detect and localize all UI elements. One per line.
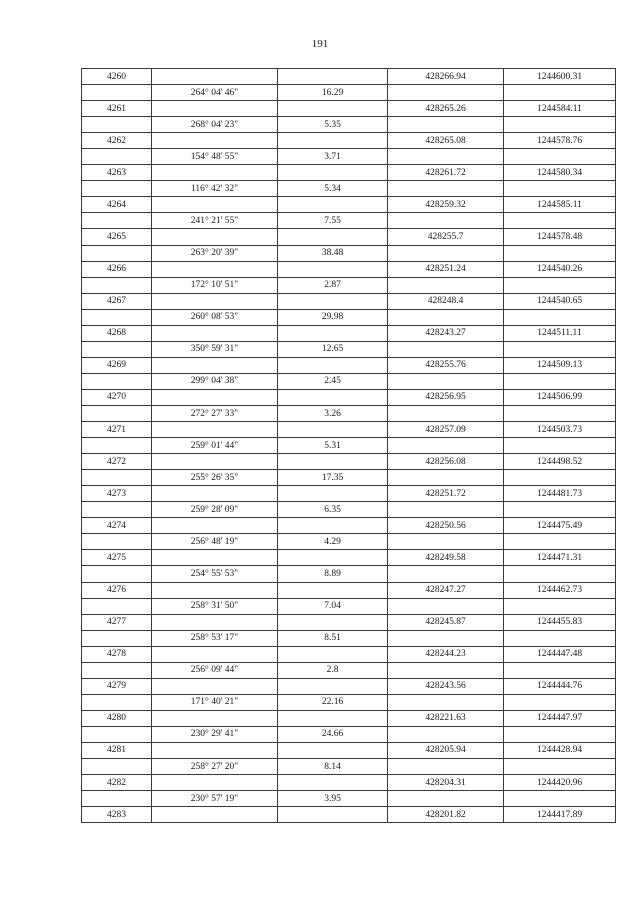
distance-cell: 6.35 xyxy=(278,502,388,518)
table-row xyxy=(82,101,616,117)
station-cell xyxy=(82,373,152,389)
distance-cell: 16.29 xyxy=(278,85,388,101)
northing-cell xyxy=(504,502,616,518)
bearing-cell: 230° 29' 41" xyxy=(152,726,278,742)
distance-cell xyxy=(278,229,388,245)
easting-cell: 428245.87 xyxy=(388,614,504,630)
bearing-cell xyxy=(152,807,278,823)
station-cell: 4262 xyxy=(82,133,152,149)
distance-cell xyxy=(278,646,388,662)
station-cell: 4261 xyxy=(82,101,152,117)
northing-cell xyxy=(504,277,616,293)
easting-cell xyxy=(388,405,504,421)
bearing-cell xyxy=(152,742,278,758)
distance-cell: 38.48 xyxy=(278,245,388,261)
distance-cell xyxy=(278,293,388,309)
table-row xyxy=(82,149,616,165)
bearing-cell xyxy=(152,69,278,85)
bearing-cell xyxy=(152,646,278,662)
station-cell xyxy=(82,181,152,197)
distance-cell: 8.89 xyxy=(278,566,388,582)
distance-cell xyxy=(278,357,388,373)
easting-cell xyxy=(388,149,504,165)
station-cell: 4266 xyxy=(82,261,152,277)
easting-cell: 428265.26 xyxy=(388,101,504,117)
easting-cell: 428266.94 xyxy=(388,69,504,85)
bearing-cell: 256° 48' 19" xyxy=(152,534,278,550)
table-row xyxy=(82,422,616,438)
station-cell: 4267 xyxy=(82,293,152,309)
easting-cell xyxy=(388,213,504,229)
station-cell: 4264 xyxy=(82,197,152,213)
table-row xyxy=(82,759,616,775)
northing-cell xyxy=(504,341,616,357)
distance-cell: 7.04 xyxy=(278,598,388,614)
northing-cell xyxy=(504,534,616,550)
northing-cell xyxy=(504,309,616,325)
table-row xyxy=(82,133,616,149)
northing-cell: 1244506.99 xyxy=(504,389,616,405)
table-row xyxy=(82,197,616,213)
table-row xyxy=(82,518,616,534)
northing-cell: 1244428.94 xyxy=(504,742,616,758)
northing-cell xyxy=(504,438,616,454)
bearing-cell: 255° 26' 35" xyxy=(152,470,278,486)
table-row xyxy=(82,405,616,421)
station-cell: 4283 xyxy=(82,807,152,823)
table-row xyxy=(82,213,616,229)
table-row xyxy=(82,775,616,791)
table-row xyxy=(82,470,616,486)
table-row xyxy=(82,726,616,742)
distance-cell xyxy=(278,486,388,502)
table-row xyxy=(82,309,616,325)
bearing-cell: 272° 27' 33" xyxy=(152,405,278,421)
table-row xyxy=(82,614,616,630)
bearing-cell: 263° 20' 39" xyxy=(152,245,278,261)
bearing-cell: 254° 55' 53" xyxy=(152,566,278,582)
easting-cell xyxy=(388,438,504,454)
bearing-cell xyxy=(152,454,278,470)
page-number: 191 xyxy=(311,38,329,50)
northing-cell xyxy=(504,245,616,261)
table-row xyxy=(82,261,616,277)
distance-cell xyxy=(278,742,388,758)
easting-cell xyxy=(388,341,504,357)
northing-cell: 1244475.49 xyxy=(504,518,616,534)
table-row xyxy=(82,502,616,518)
distance-cell xyxy=(278,165,388,181)
table-row xyxy=(82,791,616,807)
northing-cell xyxy=(504,630,616,646)
table-row xyxy=(82,598,616,614)
table-row xyxy=(82,534,616,550)
northing-cell xyxy=(504,181,616,197)
bearing-cell xyxy=(152,550,278,566)
distance-cell: 3.95 xyxy=(278,791,388,807)
bearing-cell xyxy=(152,710,278,726)
station-cell xyxy=(82,694,152,710)
bearing-cell xyxy=(152,293,278,309)
station-cell: 4281 xyxy=(82,742,152,758)
station-cell xyxy=(82,245,152,261)
distance-cell: 24.66 xyxy=(278,726,388,742)
northing-cell: 1244455.83 xyxy=(504,614,616,630)
station-cell: 4263 xyxy=(82,165,152,181)
bearing-cell xyxy=(152,357,278,373)
distance-cell xyxy=(278,261,388,277)
easting-cell: 428255.7 xyxy=(388,229,504,245)
table-row xyxy=(82,630,616,646)
bearing-cell: 230° 57' 19" xyxy=(152,791,278,807)
easting-cell xyxy=(388,726,504,742)
station-cell xyxy=(82,438,152,454)
northing-cell: 1244471.31 xyxy=(504,550,616,566)
easting-cell xyxy=(388,117,504,133)
station-cell xyxy=(82,726,152,742)
station-cell xyxy=(82,277,152,293)
easting-cell xyxy=(388,85,504,101)
bearing-cell xyxy=(152,775,278,791)
distance-cell xyxy=(278,133,388,149)
easting-cell xyxy=(388,502,504,518)
table-row xyxy=(82,646,616,662)
bearing-cell: 256° 09' 44" xyxy=(152,662,278,678)
distance-cell: 2.45 xyxy=(278,373,388,389)
easting-cell: 428247.27 xyxy=(388,582,504,598)
bearing-cell: 171° 40' 21" xyxy=(152,694,278,710)
station-cell xyxy=(82,405,152,421)
easting-cell: 428205.94 xyxy=(388,742,504,758)
survey-table-body xyxy=(82,69,616,823)
table-row xyxy=(82,341,616,357)
bearing-cell: 258° 31' 50" xyxy=(152,598,278,614)
easting-cell: 428256.08 xyxy=(388,454,504,470)
distance-cell: 17.35 xyxy=(278,470,388,486)
northing-cell xyxy=(504,726,616,742)
survey-coordinates-table xyxy=(81,68,616,823)
northing-cell: 1244481.73 xyxy=(504,486,616,502)
bearing-cell xyxy=(152,133,278,149)
station-cell xyxy=(82,213,152,229)
northing-cell xyxy=(504,470,616,486)
distance-cell: 22.16 xyxy=(278,694,388,710)
northing-cell xyxy=(504,117,616,133)
table-row xyxy=(82,389,616,405)
station-cell xyxy=(82,117,152,133)
distance-cell: 2.8 xyxy=(278,662,388,678)
distance-cell xyxy=(278,710,388,726)
station-cell xyxy=(82,85,152,101)
bearing-cell xyxy=(152,678,278,694)
station-cell xyxy=(82,470,152,486)
station-cell: 4265 xyxy=(82,229,152,245)
table-row xyxy=(82,245,616,261)
distance-cell: 8.14 xyxy=(278,759,388,775)
bearing-cell: 260° 08' 53" xyxy=(152,309,278,325)
table-row xyxy=(82,165,616,181)
bearing-cell xyxy=(152,325,278,341)
northing-cell: 1244447.97 xyxy=(504,710,616,726)
northing-cell xyxy=(504,694,616,710)
station-cell: 4279 xyxy=(82,678,152,694)
station-cell: 4276 xyxy=(82,582,152,598)
distance-cell xyxy=(278,614,388,630)
northing-cell xyxy=(504,598,616,614)
easting-cell: 428250.56 xyxy=(388,518,504,534)
northing-cell xyxy=(504,405,616,421)
northing-cell xyxy=(504,373,616,389)
easting-cell xyxy=(388,373,504,389)
easting-cell xyxy=(388,181,504,197)
bearing-cell xyxy=(152,197,278,213)
easting-cell: 428249.58 xyxy=(388,550,504,566)
distance-cell xyxy=(278,389,388,405)
easting-cell xyxy=(388,598,504,614)
distance-cell: 5.35 xyxy=(278,117,388,133)
station-cell xyxy=(82,759,152,775)
table-row xyxy=(82,742,616,758)
distance-cell xyxy=(278,197,388,213)
station-cell: 4277 xyxy=(82,614,152,630)
easting-cell: 428243.56 xyxy=(388,678,504,694)
easting-cell xyxy=(388,277,504,293)
northing-cell: 1244444.76 xyxy=(504,678,616,694)
easting-cell: 428265.08 xyxy=(388,133,504,149)
station-cell: 4280 xyxy=(82,710,152,726)
easting-cell: 428251.72 xyxy=(388,486,504,502)
distance-cell xyxy=(278,678,388,694)
easting-cell xyxy=(388,694,504,710)
easting-cell: 428248.4 xyxy=(388,293,504,309)
bearing-cell xyxy=(152,101,278,117)
easting-cell: 428251.24 xyxy=(388,261,504,277)
bearing-cell: 259° 28' 09" xyxy=(152,502,278,518)
table-row xyxy=(82,710,616,726)
table-row xyxy=(82,85,616,101)
station-cell: 4270 xyxy=(82,389,152,405)
northing-cell: 1244420.96 xyxy=(504,775,616,791)
northing-cell: 1244511.11 xyxy=(504,325,616,341)
easting-cell: 428261.72 xyxy=(388,165,504,181)
station-cell xyxy=(82,630,152,646)
easting-cell: 428243.27 xyxy=(388,325,504,341)
northing-cell xyxy=(504,149,616,165)
bearing-cell: 172° 10' 51" xyxy=(152,277,278,293)
easting-cell xyxy=(388,470,504,486)
northing-cell: 1244585.11 xyxy=(504,197,616,213)
table-row xyxy=(82,438,616,454)
station-cell xyxy=(82,662,152,678)
bearing-cell xyxy=(152,389,278,405)
station-cell: 4268 xyxy=(82,325,152,341)
northing-cell: 1244600.31 xyxy=(504,69,616,85)
easting-cell: 428221.63 xyxy=(388,710,504,726)
northing-cell xyxy=(504,213,616,229)
easting-cell xyxy=(388,309,504,325)
survey-table-container xyxy=(81,68,615,852)
bearing-cell xyxy=(152,165,278,181)
easting-cell xyxy=(388,791,504,807)
table-row xyxy=(82,566,616,582)
easting-cell: 428255.76 xyxy=(388,357,504,373)
distance-cell xyxy=(278,518,388,534)
northing-cell: 1244503.73 xyxy=(504,422,616,438)
northing-cell: 1244447.48 xyxy=(504,646,616,662)
bearing-cell: 299° 04' 38" xyxy=(152,373,278,389)
bearing-cell: 258° 53' 17" xyxy=(152,630,278,646)
easting-cell xyxy=(388,534,504,550)
station-cell: 4272 xyxy=(82,454,152,470)
distance-cell xyxy=(278,69,388,85)
easting-cell xyxy=(388,245,504,261)
northing-cell: 1244584.11 xyxy=(504,101,616,117)
bearing-cell: 268° 04' 23" xyxy=(152,117,278,133)
distance-cell xyxy=(278,422,388,438)
table-row xyxy=(82,325,616,341)
bearing-cell xyxy=(152,582,278,598)
bearing-cell: 350° 59' 31" xyxy=(152,341,278,357)
station-cell: 4269 xyxy=(82,357,152,373)
table-row xyxy=(82,277,616,293)
distance-cell: 3.26 xyxy=(278,405,388,421)
northing-cell: 1244540.26 xyxy=(504,261,616,277)
northing-cell: 1244580.34 xyxy=(504,165,616,181)
table-row xyxy=(82,229,616,245)
table-row xyxy=(82,454,616,470)
distance-cell: 8.51 xyxy=(278,630,388,646)
easting-cell: 428257.09 xyxy=(388,422,504,438)
table-row xyxy=(82,662,616,678)
bearing-cell xyxy=(152,261,278,277)
bearing-cell: 241° 21' 55" xyxy=(152,213,278,229)
table-row xyxy=(82,373,616,389)
station-cell xyxy=(82,534,152,550)
station-cell: 4260 xyxy=(82,69,152,85)
station-cell xyxy=(82,149,152,165)
station-cell: 4274 xyxy=(82,518,152,534)
easting-cell xyxy=(388,566,504,582)
bearing-cell: 116° 42' 32" xyxy=(152,181,278,197)
distance-cell: 12.65 xyxy=(278,341,388,357)
bearing-cell: 259° 01' 44" xyxy=(152,438,278,454)
distance-cell: 5.34 xyxy=(278,181,388,197)
northing-cell: 1244540.65 xyxy=(504,293,616,309)
northing-cell: 1244462.73 xyxy=(504,582,616,598)
distance-cell: 2.87 xyxy=(278,277,388,293)
distance-cell: 5.31 xyxy=(278,438,388,454)
station-cell: 4275 xyxy=(82,550,152,566)
northing-cell xyxy=(504,566,616,582)
easting-cell: 428201.82 xyxy=(388,807,504,823)
northing-cell xyxy=(504,662,616,678)
easting-cell xyxy=(388,630,504,646)
easting-cell: 428259.32 xyxy=(388,197,504,213)
table-row xyxy=(82,357,616,373)
distance-cell: 3.71 xyxy=(278,149,388,165)
northing-cell: 1244498.52 xyxy=(504,454,616,470)
table-row xyxy=(82,293,616,309)
bearing-cell: 154° 48' 55" xyxy=(152,149,278,165)
station-cell: 4273 xyxy=(82,486,152,502)
distance-cell xyxy=(278,454,388,470)
easting-cell xyxy=(388,662,504,678)
distance-cell xyxy=(278,775,388,791)
table-row xyxy=(82,807,616,823)
station-cell: 4271 xyxy=(82,422,152,438)
bearing-cell xyxy=(152,486,278,502)
station-cell: 4278 xyxy=(82,646,152,662)
northing-cell xyxy=(504,85,616,101)
bearing-cell: 264° 04' 46" xyxy=(152,85,278,101)
distance-cell xyxy=(278,582,388,598)
easting-cell: 428204.31 xyxy=(388,775,504,791)
table-row xyxy=(82,117,616,133)
station-cell xyxy=(82,309,152,325)
easting-cell: 428244.23 xyxy=(388,646,504,662)
table-row xyxy=(82,582,616,598)
distance-cell xyxy=(278,807,388,823)
northing-cell xyxy=(504,791,616,807)
northing-cell: 1244417.89 xyxy=(504,807,616,823)
distance-cell xyxy=(278,101,388,117)
distance-cell xyxy=(278,325,388,341)
easting-cell xyxy=(388,759,504,775)
station-cell xyxy=(82,502,152,518)
table-row xyxy=(82,678,616,694)
station-cell xyxy=(82,341,152,357)
table-row xyxy=(82,181,616,197)
bearing-cell: 258° 27' 20" xyxy=(152,759,278,775)
northing-cell xyxy=(504,759,616,775)
station-cell xyxy=(82,598,152,614)
distance-cell: 7.55 xyxy=(278,213,388,229)
table-row xyxy=(82,550,616,566)
distance-cell xyxy=(278,550,388,566)
table-row xyxy=(82,486,616,502)
station-cell: 4282 xyxy=(82,775,152,791)
northing-cell: 1244578.48 xyxy=(504,229,616,245)
distance-cell: 4.29 xyxy=(278,534,388,550)
bearing-cell xyxy=(152,229,278,245)
station-cell xyxy=(82,791,152,807)
easting-cell: 428256.95 xyxy=(388,389,504,405)
table-row xyxy=(82,69,616,85)
bearing-cell xyxy=(152,518,278,534)
northing-cell: 1244509.13 xyxy=(504,357,616,373)
table-row xyxy=(82,694,616,710)
bearing-cell xyxy=(152,422,278,438)
station-cell xyxy=(82,566,152,582)
northing-cell: 1244578.76 xyxy=(504,133,616,149)
distance-cell: 29.98 xyxy=(278,309,388,325)
bearing-cell xyxy=(152,614,278,630)
